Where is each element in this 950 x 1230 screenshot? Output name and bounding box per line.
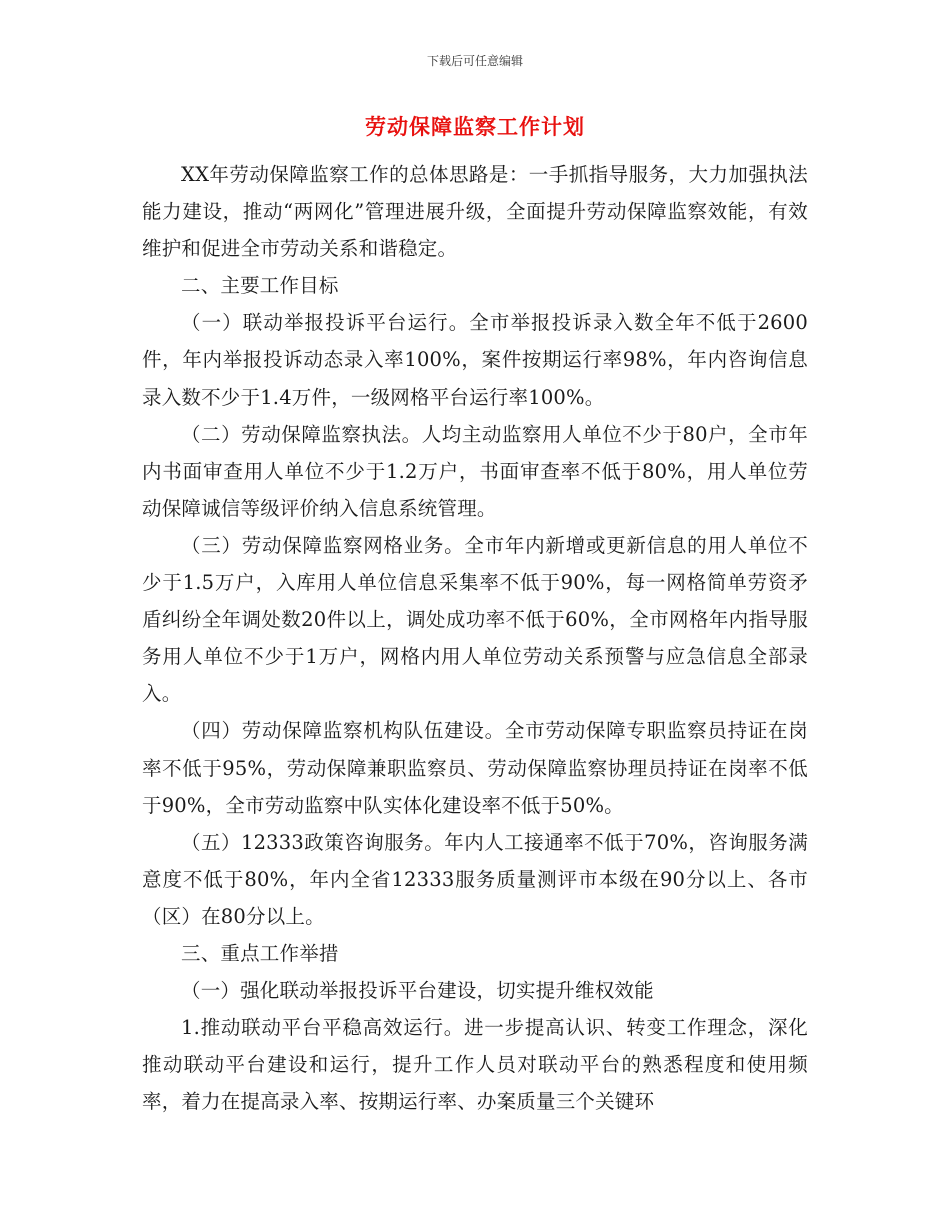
document-body	[142, 156, 808, 1120]
section-heading-measures: 三、重点工作举措	[181, 941, 339, 965]
document-title: 劳动保障监察工作计划	[365, 114, 585, 139]
paragraph-intro: XX年劳动保障监察工作的总体思路是：一手抓指导服务，大力加强执法能力建设，推动“两网化”管理进展升级，全面提升劳动保障监察效能，有效维护和促进全市劳动关系和谐稳定。	[142, 163, 808, 261]
subheading-measure-1: （一）强化联动举报投诉平台建设，切实提升维权效能	[181, 979, 654, 1003]
section-heading-goals: 二、主要工作目标	[181, 274, 339, 298]
paragraph-goal-2: （二）劳动保障监察执法。人均主动监察用人单位不少于80户，全市年内书面审查用人单位不少于1.2万户，书面审查率不低于80%，用人单位劳动保障诚信等级评价纳入信息系统管理。	[142, 422, 808, 520]
paragraph-goal-4: （四）劳动保障监察机构队伍建设。全市劳动保障专职监察员持证在岗率不低于95%，劳动保障兼职监察员、劳动保障监察协理员持证在岗率不低于90%，全市劳动监察中队实体化建设率不低于50%。	[142, 719, 808, 817]
page-header-note: 下载后可任意编辑	[426, 54, 523, 68]
paragraph-goal-1: （一）联动举报投诉平台运行。全市举报投诉录入数全年不低于2600件，年内举报投诉动态录入率100%，案件按期运行率98%，年内咨询信息录入数不少于1.4万件，一级网格平台运行率100%。	[142, 311, 808, 409]
paragraph-measure-1-1: 1.推动联动平台平稳高效运行。进一步提高认识、转变工作理念，深化推动联动平台建设和运行，提升工作人员对联动平台的熟悉程度和使用频率，着力在提高录入率、按期运行率、办案质量三个关键环	[142, 1016, 808, 1114]
paragraph-goal-5: （五）12333政策咨询服务。年内人工接通率不低于70%，咨询服务满意度不低于80%，年内全省12333服务质量测评市本级在90分以上、各市（区）在80分以上。	[142, 830, 808, 928]
paragraph-goal-3: （三）劳动保障监察网格业务。全市年内新增或更新信息的用人单位不少于1.5万户，入库用人单位信息采集率不低于90%，每一网格简单劳资矛盾纠纷全年调处数20件以上，调处成功率不低于60%，全市网格年内指导服务用人单位不少于1万户，网格内用人单位劳动关系预警与应急信息全部录入。	[142, 533, 808, 706]
